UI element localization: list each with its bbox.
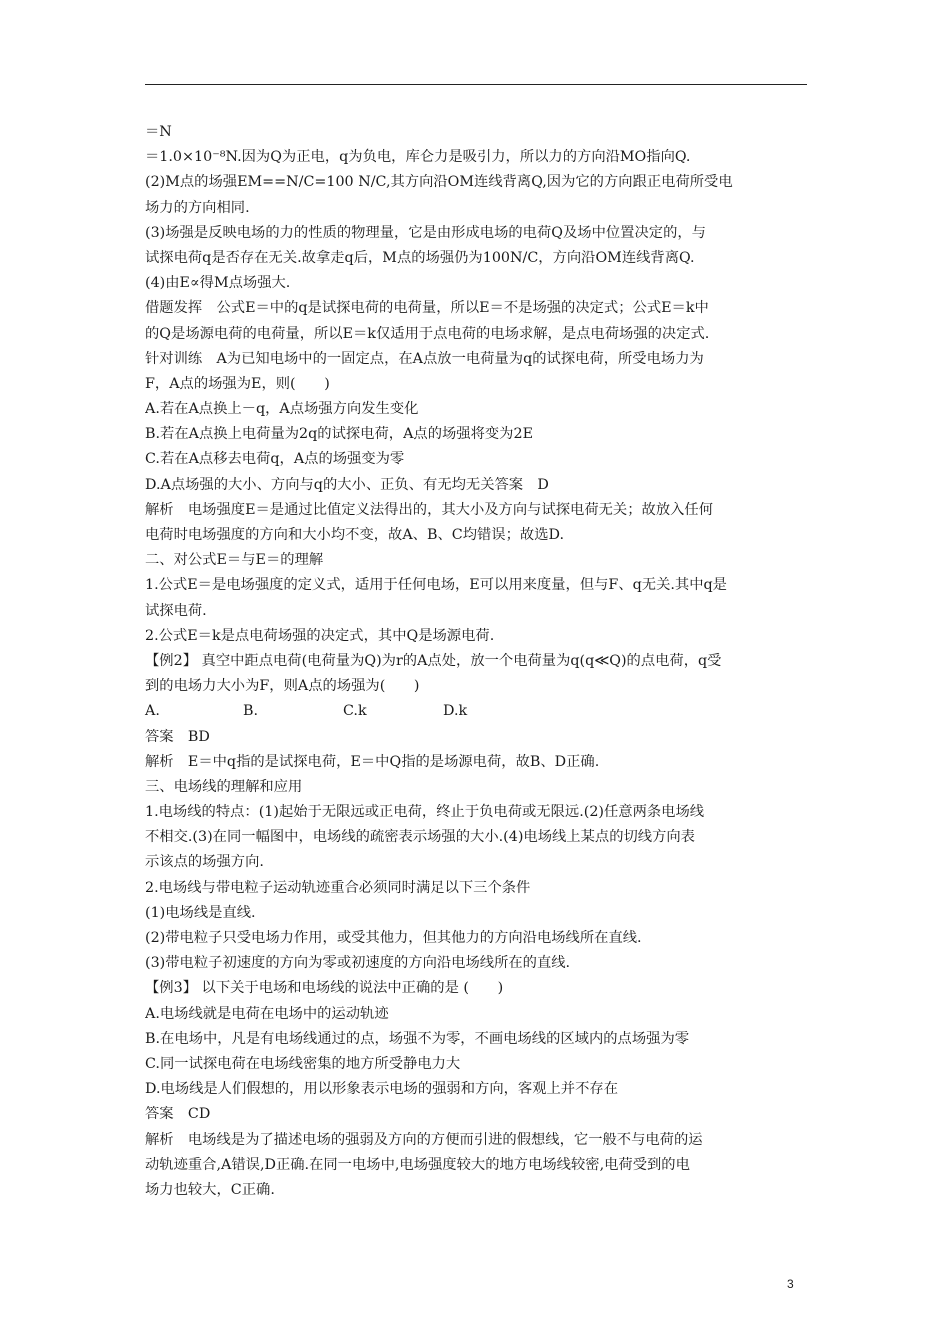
text-line: (3)带电粒子初速度的方向为零或初速度的方向沿电场线所在的直线. (145, 955, 571, 972)
text-line: 解析 电场强度E＝是通过比值定义法得出的，其大小及方向与试探电荷无关；故放入任何 (145, 501, 714, 518)
section-part2 (145, 725, 810, 1204)
choice-line: A.电场线就是电荷在电场中的运动轨迹 (145, 1005, 389, 1022)
text-line: 2.公式E＝k是点电荷场强的决定式，其中Q是场源电荷. (145, 627, 495, 644)
text-line: (3)场强是反映电场的力的性质的物理量，它是由形成电场的电荷Q及场中位置决定的，与 (145, 224, 706, 241)
answer-line: 答案 CD (145, 1106, 211, 1123)
text-line: 试探电荷. (145, 602, 207, 619)
text-line: 1.公式E＝是电场强度的定义式，适用于任何电场，E可以用来度量，但与F、q无关.其中q是 (145, 577, 727, 594)
choice-c: C.k (343, 703, 367, 720)
text-line: 2.电场线与带电粒子运动轨迹重合必须同时满足以下三个条件 (145, 879, 531, 896)
text-line: ＝1.0×10⁻⁸N.因为Q为正电，q为负电，库仑力是吸引力，所以力的方向沿MO指向Q. (145, 149, 691, 166)
text-line: 场力的方向相同. (145, 199, 250, 216)
text-line: (2)带电粒子只受电场力作用，或受其他力，但其他力的方向沿电场线所在直线. (145, 930, 642, 946)
text-line: 到的电场力大小为F，则A点的场强为( ) (145, 678, 420, 695)
page-number: 3 (787, 1277, 794, 1291)
text-line: 示该点的场强方向. (145, 854, 264, 871)
choice-line: C.若在A点移去电荷q，A点的场强变为零 (145, 451, 405, 468)
example-heading: 【例3】 以下关于电场和电场线的说法中正确的是 ( ) (145, 980, 504, 997)
choice-b: B. (243, 703, 259, 720)
text-line: 针对训练 A为已知电场中的一固定点，在A点放一电荷量为q的试探电荷，所受电场力为 (145, 350, 704, 367)
choice-line: C.同一试探电荷在电场线密集的地方所受静电力大 (145, 1055, 461, 1072)
header-rule (145, 84, 807, 85)
text-line: (1)电场线是直线. (145, 904, 256, 921)
text-line: (2)M点的场强EM==N/C=100 N/C,其方向沿OM连线背离Q,因为它的方向跟正电荷所受电 (145, 174, 733, 191)
choice-line: D.A点场强的大小、方向与q的大小、正负、有无均无关答案 D (145, 476, 549, 493)
text-line: 借题发挥 公式E＝中的q是试探电荷的电荷量，所以E＝不是场强的决定式；公式E＝k中 (145, 300, 709, 317)
choice-line: B.若在A点换上电荷量为2q的试探电荷，A点的场强将变为2E (145, 426, 534, 443)
text-line: 试探电荷q是否存在无关.故拿走q后，M点的场强仍为100N/C，方向沿OM连线背离Q. (145, 249, 695, 266)
answer-line: 答案 BD (145, 728, 210, 745)
text-line: F，A点的场强为E，则( ) (145, 375, 330, 392)
choice-line: B.在电场中，凡是有电场线通过的点，场强不为零，不画电场线的区域内的点场强为零 (145, 1030, 690, 1047)
text-line: (4)由E∝得M点场强大. (145, 275, 291, 292)
choice-line: D.电场线是人们假想的，用以形象表示电场的强弱和方向，客观上并不存在 (145, 1081, 618, 1098)
text-line: 电荷时电场强度的方向和大小均不变，故A、B、C均错误；故选D. (145, 527, 564, 543)
text-line: 解析 E＝中q指的是试探电荷，E＝中Q指的是场源电荷，故B、D正确. (145, 753, 600, 770)
choice-line: A.若在A点换上－q，A点场强方向发生变化 (145, 401, 419, 418)
text-line: ＝N (145, 124, 172, 140)
document-body (145, 120, 810, 1203)
text-line: 解析 电场线是为了描述电场的强弱及方向的方便而引进的假想线，它一般不与电荷的运 (145, 1131, 703, 1148)
section-heading: 二、对公式E＝与E＝的理解 (145, 552, 324, 569)
text-line: 的Q是场源电荷的电荷量，所以E＝k仅适用于点电荷的电场求解，是点电荷场强的决定式. (145, 325, 710, 342)
section-heading: 三、电场线的理解和应用 (145, 778, 303, 795)
text-line: 不相交.(3)在同一幅图中，电场线的疏密表示场强的大小.(4)电场线上某点的切线方向表 (145, 829, 695, 846)
text-line: 1.电场线的特点：(1)起始于无限远或正电荷，终止于负电荷或无限远.(2)任意两条电场线 (145, 804, 705, 821)
example2-choices (145, 699, 810, 724)
choice-d: D.k (443, 703, 468, 720)
choice-a: A. (145, 703, 160, 720)
example-heading: 【例2】 真空中距点电荷(电荷量为Q)为r的A点处，放一个电荷量为q(q≪Q)的点电荷，q受 (145, 652, 722, 669)
text-line: 动轨迹重合,A错误,D正确.在同一电场中,电场强度较大的地方电场线较密,电荷受到的电 (145, 1156, 690, 1173)
section-part1 (145, 120, 810, 699)
text-line: 场力也较大，C正确. (145, 1181, 275, 1198)
